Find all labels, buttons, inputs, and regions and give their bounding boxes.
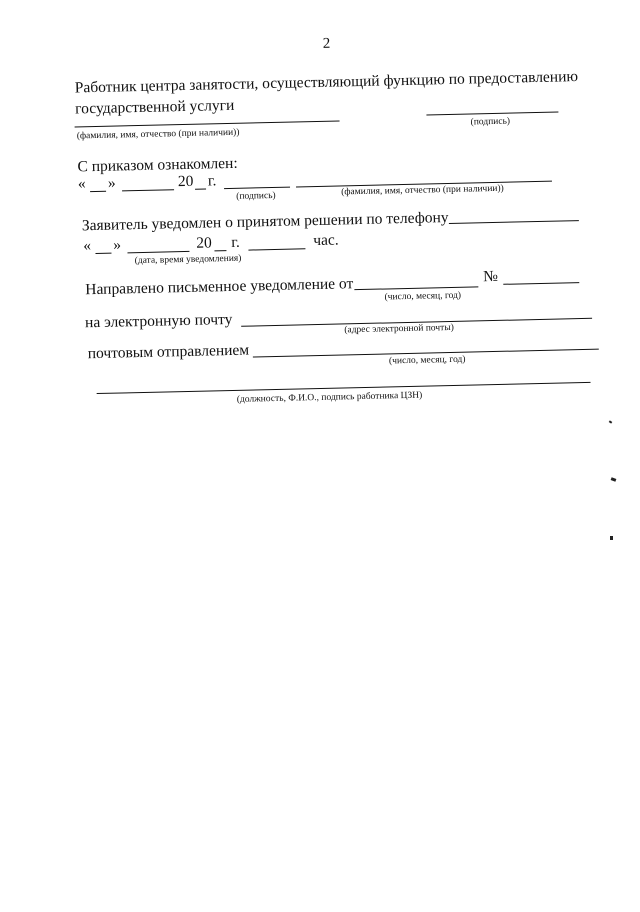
written-number-sign: № (482, 267, 499, 286)
acquainted-month-line[interactable] (122, 189, 174, 191)
phone-date-close: » (113, 236, 122, 254)
acquainted-year-line[interactable] (195, 189, 206, 190)
phone-number-line[interactable] (449, 220, 579, 224)
email-caption: (адрес электронной почты) (344, 322, 454, 336)
scan-speck (610, 536, 613, 540)
worker-signature-caption: (подпись) (470, 116, 511, 128)
written-number-line[interactable] (503, 282, 579, 285)
phone-date-open: « (83, 237, 92, 255)
acquainted-signature-caption: (подпись) (236, 190, 276, 202)
written-date-line[interactable] (354, 286, 478, 290)
written-notice-text: Направлено письменное уведомление от (85, 275, 354, 299)
phone-year-line[interactable] (214, 250, 226, 251)
phone-year-prefix: 20 (196, 234, 212, 252)
acquainted-date-close: » (107, 174, 116, 192)
worker-name-line[interactable] (75, 120, 340, 127)
phone-notice-text: Заявитель уведомлен о принятом решении по телефону (81, 209, 449, 235)
acquainted-name-caption: (фамилия, имя, отчество (при наличии)) (341, 183, 504, 198)
post-label: почтовым отправлением (87, 341, 250, 363)
worker-line-1: Работник центра занятости, осуществляющий функцию по предоставлению (74, 68, 579, 97)
acquainted-year-suffix: г. (207, 172, 217, 190)
phone-year-suffix: г. (231, 233, 240, 251)
worker-line-2: государственной услуги (75, 96, 235, 118)
worker-name-caption: (фамилия, имя, отчество (при наличии)) (76, 127, 240, 142)
phone-hour-line[interactable] (248, 248, 305, 250)
acquainted-signature-line[interactable] (224, 187, 290, 189)
email-label: на электронную почту (84, 310, 233, 332)
post-caption: (число, месяц, год) (388, 354, 466, 367)
written-date-caption: (число, месяц, год) (384, 290, 462, 303)
acquainted-date-open: « (77, 175, 86, 193)
phone-month-line[interactable] (127, 251, 189, 253)
phone-day-line[interactable] (95, 253, 111, 254)
phone-hour-label: час. (313, 231, 339, 250)
acquainted-title: С приказом ознакомлен: (77, 154, 238, 176)
phone-caption: (дата, время уведомления) (134, 253, 242, 267)
acquainted-day-line[interactable] (90, 191, 106, 192)
footer-caption: (должность, Ф.И.О., подпись работника ЦЗН) (236, 390, 423, 405)
page-number: 2 (322, 35, 331, 52)
worker-signature-line[interactable] (426, 112, 558, 116)
acquainted-year-prefix: 20 (177, 172, 194, 191)
